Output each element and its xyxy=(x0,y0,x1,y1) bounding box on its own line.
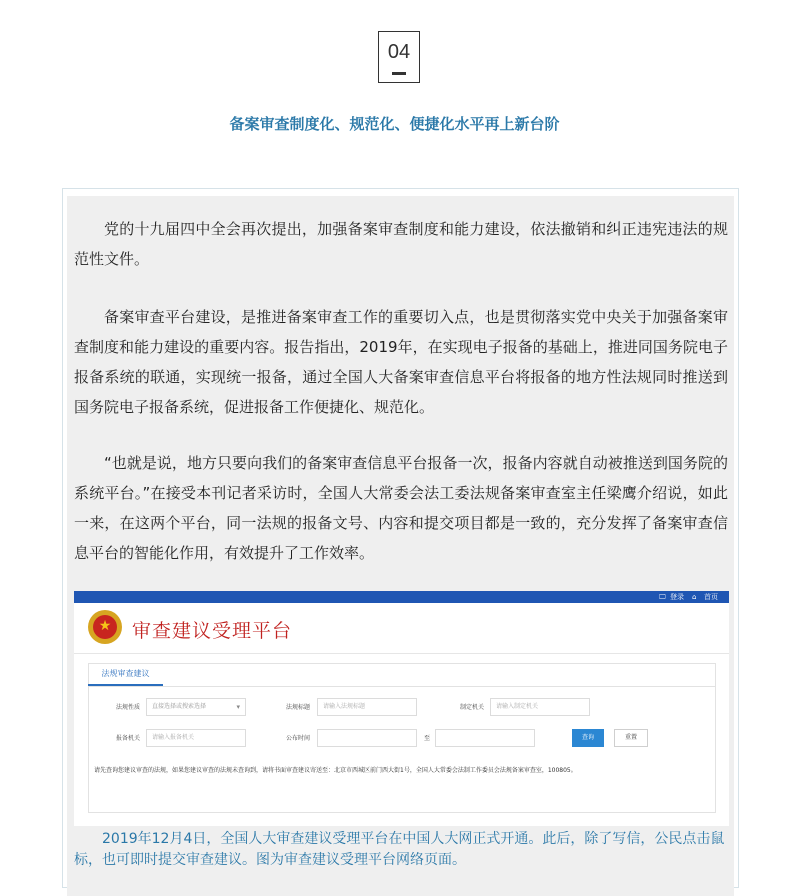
image-caption: 2019年12月4日，全国人大审查建议受理平台在中国人大网正式开通。此后，除了写信，公民点击鼠标，也可即时提交审查建议。图为审查建议受理平台网络页面。 xyxy=(74,831,725,868)
enact-org-input[interactable]: 请输入制定机关 xyxy=(490,698,590,716)
chevron-down-icon: ▾ xyxy=(236,703,240,711)
emblem-center xyxy=(93,615,117,639)
reset-button[interactable]: 重置 xyxy=(614,729,648,747)
query-button[interactable]: 查询 xyxy=(572,729,604,747)
tab-divider xyxy=(88,686,716,687)
star-icon: ★ xyxy=(98,618,112,634)
regulation-title-input[interactable]: 请输入法规标题 xyxy=(317,698,417,716)
monitor-icon: 🖵 xyxy=(659,593,666,601)
filing-org-input[interactable]: 请输入报备机关 xyxy=(146,729,246,747)
section-number-box xyxy=(378,31,420,83)
article-paragraph-1: 党的十九届四中全会再次提出，加强备案审查制度和能力建设，依法撤销和纠正违宪违法的规范性文件。 xyxy=(74,220,728,268)
login-link[interactable]: 登录 xyxy=(670,593,684,601)
regulation-type-label: 法规性质 xyxy=(116,704,141,711)
platform-topbar xyxy=(74,591,729,603)
publish-time-label: 公布时间 xyxy=(286,735,311,742)
national-emblem-icon xyxy=(88,610,122,644)
tab-regulation-review[interactable]: 法规审查建议 xyxy=(88,664,163,686)
home-link[interactable]: 首页 xyxy=(704,593,718,601)
home-icon: ⌂ xyxy=(692,593,697,601)
section-number: 04 xyxy=(387,41,411,63)
publish-time-start-input[interactable] xyxy=(317,729,417,747)
regulation-title-label: 法规标题 xyxy=(286,704,311,711)
filing-org-label: 报备机关 xyxy=(116,735,141,742)
section-number-underline xyxy=(392,72,406,75)
regulation-type-select[interactable] xyxy=(146,698,246,716)
date-range-to-label: 至 xyxy=(424,735,431,742)
platform-title: 审查建议受理平台 xyxy=(132,620,293,642)
platform-screenshot xyxy=(74,591,729,826)
header-divider xyxy=(74,653,729,654)
publish-time-end-input[interactable] xyxy=(435,729,535,747)
enact-org-label: 制定机关 xyxy=(460,704,485,711)
article-paragraph-3: “也就是说，地方只要向我们的备案审查信息平台报备一次，报备内容就自动被推送到国务院的系统平台。”在接受本刊记者采访时，全国人大常委会法工委法规备案审查室主任梁鹰介绍说，如此一来，在这两个平台，同一法规的报备文号、内容和提交项目都是一致的，充分发挥了备案审查信息平台的智能化作用，有效提升了工作效率。 xyxy=(74,454,728,562)
article-paragraph-2: 备案审查平台建设，是推进备案审查工作的重要切入点，也是贯彻落实党中央关于加强备案审查制度和能力建设的重要内容。报告指出，2019年，在实现电子报备的基础上，推进同国务院电子报备系统的联通，实现统一报备，通过全国人大备案审查信息平台将报备的地方性法规同时推送到国务院电子报备系统，促进报备工作便捷化、规范化。 xyxy=(74,308,728,416)
regulation-type-value: 直接选择或搜索选择 xyxy=(152,703,207,710)
section-title: 备案审查制度化、规范化、便捷化水平再上新台阶 xyxy=(229,115,560,133)
submission-note: 请先查询您建议审查的法规，如果您建议审查的法规未查询到，请将书面审查建议寄送至：北京市西城区前门西大街1号，全国人大常委会法制工作委员会法规备案审查室，100805。 xyxy=(94,767,577,774)
